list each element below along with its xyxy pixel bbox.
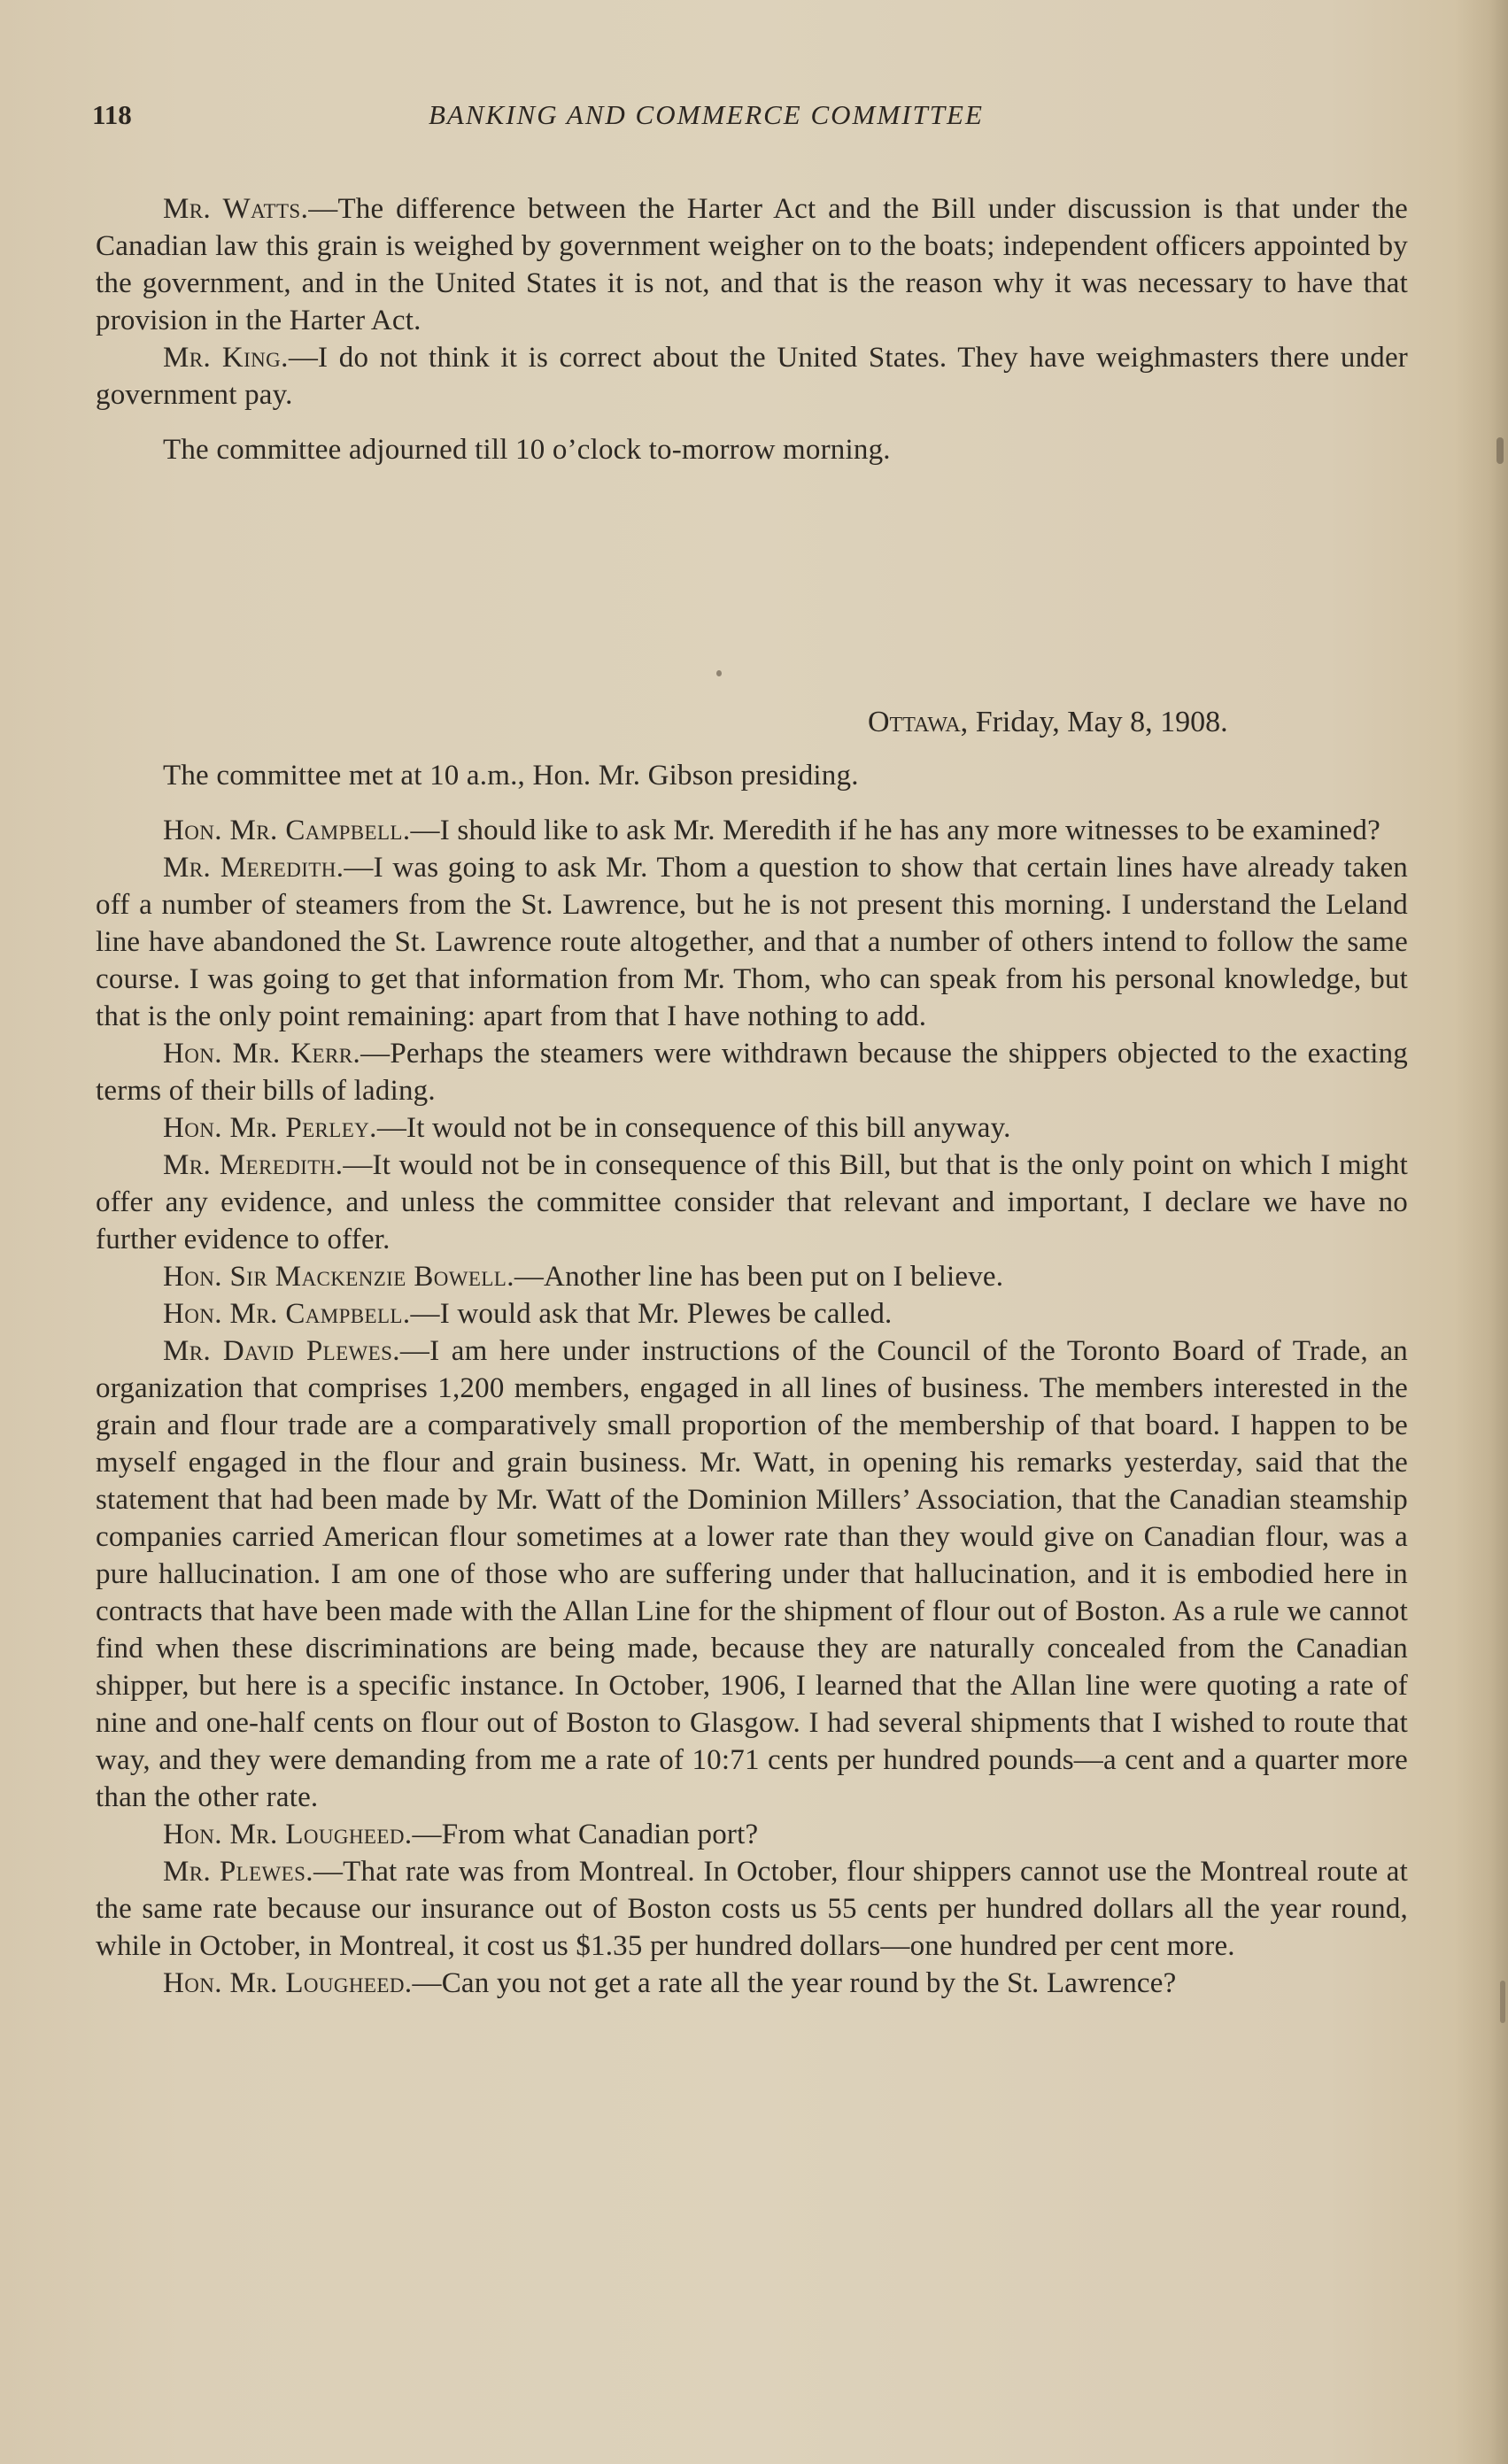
speaker-name: Mr. David Plewes. (163, 1335, 400, 1367)
paragraph-text: —I was going to ask Mr. Thom a question to show that certain lines have already taken off a number of steamers from the St. Lawrence, but he is not present this morning. I understand the Leland line have abandoned the St. Lawrence route altogether, and that a number of others intend to follow the same course. I was going to get that information from Mr. Thom, who can speak from his personal knowledge, but that is the only point remaining: apart from that I have nothing to add. (96, 852, 1409, 1032)
paragraph-text: —I would ask that Mr. Plewes be called. (410, 1298, 893, 1330)
adjournment-note (96, 431, 1408, 468)
paragraph-statement (96, 1109, 1408, 1147)
speaker-name: Mr. Watts. (163, 193, 309, 225)
speaker-name: Hon. Mr. Lougheed. (163, 1967, 413, 1999)
speaker-name: Mr. Plewes. (163, 1856, 313, 1888)
paragraph-watts (96, 190, 1408, 339)
speaker-name: Mr. Meredith. (163, 852, 344, 884)
paragraph-statement (96, 1258, 1408, 1295)
paragraph-text: —From what Canadian port? (412, 1819, 759, 1850)
paragraph-statement (96, 1332, 1408, 1816)
speaker-name: Hon. Mr. Kerr. (163, 1038, 361, 1070)
paragraph-statement (96, 1853, 1408, 1965)
paragraph-text: —It would not be in consequence of this Bill, but that is the only point on which I might offer any evidence, and unless the committee consider that relevant and important, I declare we have no further evidence to offer. (96, 1149, 1408, 1255)
speaker-name: Hon. Mr. Lougheed. (163, 1819, 413, 1850)
session-proceedings (96, 757, 1408, 2002)
page-edge-shadow (1455, 0, 1508, 2464)
speaker-name: Hon. Sir Mackenzie Bowell. (163, 1261, 514, 1293)
page-header (92, 99, 1438, 143)
speaker-name: Hon. Mr. Campbell. (163, 815, 411, 846)
opening-exchange (96, 190, 1408, 468)
paragraph-statement (96, 1965, 1408, 2002)
paragraph-text: —Perhaps the steamers were withdrawn because the shippers objected to the exacting terms of their bills of lading. (96, 1038, 1408, 1107)
running-head: BANKING AND COMMERCE COMMITTEE (429, 99, 984, 130)
paragraph-text: —I do not think it is correct about the United States. They have weighmasters there under government pay. (96, 342, 1409, 411)
paragraph-text: —I should like to ask Mr. Meredith if he has any more witnesses to be examined? (410, 815, 1380, 846)
page-number: 118 (92, 99, 132, 130)
paragraph-text: —Can you not get a rate all the year round by the St. Lawrence? (412, 1967, 1177, 1999)
speaker-name: Mr. Meredith. (163, 1149, 344, 1181)
paragraph-text: —It would not be in consequence of this bill anyway. (376, 1112, 1011, 1144)
ink-speck (716, 670, 722, 676)
session-city: Ottawa, (868, 706, 969, 738)
paragraph-text: The committee met at 10 a.m., Hon. Mr. Gibson presiding. (163, 760, 859, 792)
speaker-name: Hon. Mr. Campbell. (163, 1298, 411, 1330)
paragraph-statement (96, 1295, 1408, 1332)
session-date-text: Friday, May 8, 1908. (968, 706, 1228, 738)
paragraph-text: —Another line has been put on I believe. (514, 1261, 1004, 1293)
speaker-name: Mr. King. (163, 342, 289, 374)
paragraph-statement (96, 849, 1408, 1035)
session-opening (96, 757, 1408, 794)
paragraph-king (96, 339, 1408, 413)
paragraph-statement (96, 1035, 1408, 1109)
paragraph-statement (96, 1147, 1408, 1258)
speaker-name: Hon. Mr. Perley. (163, 1112, 377, 1144)
paragraph-statement (96, 812, 1408, 849)
paragraph-statement (96, 1816, 1408, 1853)
session-date (868, 704, 1435, 741)
margin-mark (1500, 1981, 1505, 2023)
paragraph-text: —The difference between the Harter Act and the Bill under discussion is that under the Canadian law this grain is weighed by government weigher on to the boats; independent officers appointed by the government, and in the United States it is not, and that is the reason why it was necessary to have that provision in the Harter Act. (96, 193, 1409, 336)
paragraph-text: The committee adjourned till 10 o’clock to-morrow morning. (163, 434, 891, 466)
paragraph-text: —That rate was from Montreal. In October, flour shippers cannot use the Montreal route at the same rate because our insurance out of Boston costs us 55 cents per hundred dollars all the year round, while in October, in Montreal, it cost us $1.35 per hundred dollars—one hundred per cent more. (96, 1856, 1409, 1962)
paragraph-text: —I am here under instructions of the Council of the Toronto Board of Trade, an organization that comprises 1,200 members, engaged in all lines of business. The members interested in the grain and flour trade are a comparatively small proportion of the membership of that board. I happen to be myself engaged in the flour and grain business. Mr. Watt, in opening his remarks yesterday, said that the statement that had been made by Mr. Watt of the Dominion Millers’ Association, that the Canadian steamship companies carried American flour sometimes at a lower rate than they would give on Canadian flour, was a pure hallucination. I am one of those who are suffering under that hallucination, and it is embodied here in contracts that have been made with the Allan Line for the shipment of flour out of Boston. As a rule we cannot find when these discriminations are being made, because they are naturally concealed from the Canadian shipper, but here is a specific instance. In October, 1906, I learned that the Allan line were quoting a rate of nine and one-half cents on flour out of Boston to Glasgow. I had several shipments that I wished to route that way, and they were demanding from me a rate of 10:71 cents per hundred pounds—a cent and a quarter more than the other rate. (96, 1335, 1408, 1813)
margin-mark (1496, 437, 1504, 464)
